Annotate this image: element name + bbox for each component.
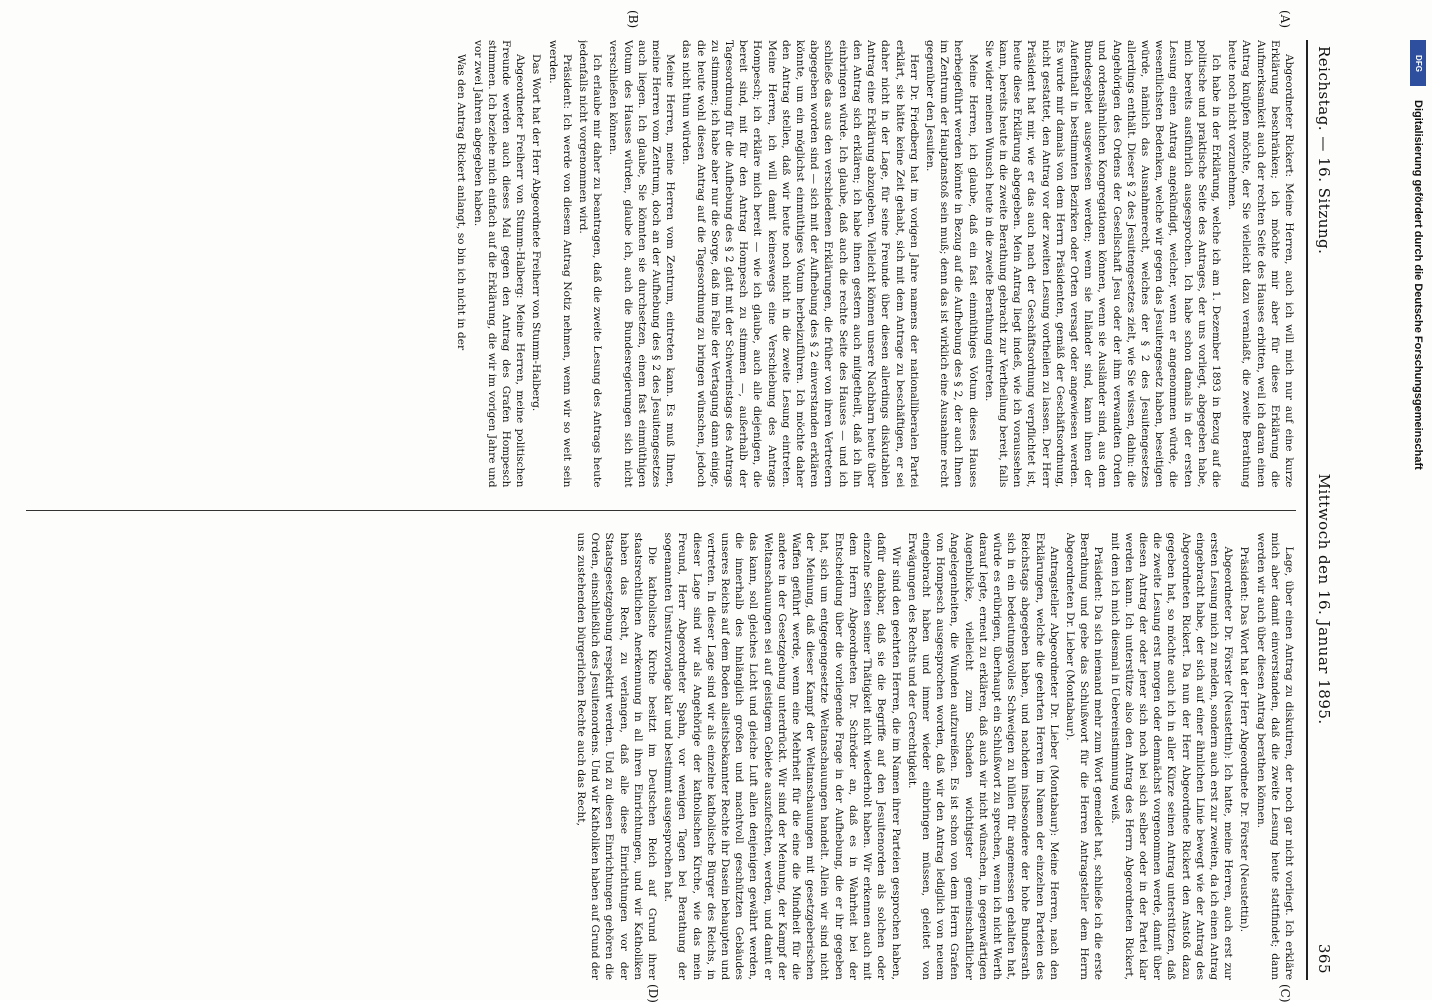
margin-marker-b: (B): [626, 10, 640, 29]
paragraph: Meine Herren, meine Herren vom Zentrum, eintreten kann. Es muß Ihnen, meine Herren vom Zentrum, doch an der Aufhebung des § 2 des Jesuitengesetzes auch liegen. Ich glaube, Sie könnten sie durchsetzen, einem fast einmüthigen Votum des Hauses würden, glaube ich, auch die Bundesregierungen sich nicht verschließen können.: [607, 40, 677, 488]
paragraph: Die katholische Kirche besitzt im Deutschen Reich auf Grund ihrer staatsrechtlichen Anerkennung in all ihren Einrichtungen, und wir Katholiken haben das Recht, zu verlangen, daß alle diese Einrichtungen vor der Staatsgesetzgebung respektirt werden. Und zu diesen Einrichtungen gehören die Orden, einschließlich des Jesuitenordens. Und wir Katholiken haben auf Grund der uns zustehenden bürgerlichen Rechte auch das Recht,: [575, 532, 659, 980]
dfg-logo: DFG: [1410, 40, 1426, 86]
margin-marker-a: (A): [1278, 10, 1292, 29]
right-column: [26, 533, 1296, 981]
paragraph: Abgeordneter Dr. Förster (Neustettin): Ich hatte, meine Herren, auch erst zur ersten Lesung mich zu melden, sondern auch erst zur zweiten, da ich einen Antrag eingebracht habe, der sich auf einer ähnlichen Linie bewegt wie der Antrag des Abgeordneten Rickert. Da nun der Herr Abgeordnete Rickert den Anstoß dazu gegeben hat, so möchte auch ich in aller Kürze seinen Antrag unterstützen, daß die zweite Lesung erst morgen oder demnächst vorgenommen werde, damit über diesen Antrag der oder jener sich noch bei sich selber oder in der Partei klar werden kann. Ich unterstütze also den Antrag des Herrn Abgeordneten Rickert, mit dem ich mich diesmal in Uebereinstimmung weiß.: [1108, 532, 1235, 980]
digitization-sidebar: [1406, 40, 1426, 960]
page-header: [1306, 40, 1340, 980]
paragraph: Was den Antrag Rickert anlangt, so bin ich nicht in der: [455, 54, 468, 351]
paragraph: Präsident: Das Wort hat der Herr Abgeordnete Dr. Förster (Neustettin).: [1238, 546, 1251, 933]
column-divider: [26, 510, 1296, 511]
paragraph: Ich erlaube mir daher zu beantragen, daß die zweite Lesung des Antrags heute jedenfalls nicht vorgenommen wird.: [577, 40, 604, 488]
paragraph: Antragsteller Abgeordneter Dr. Lieber (Montabaur): Meine Herren, nach den Erklärungen, welche die geehrten Herren im Namen der einzelnen Parteien des Reichstags abgegeben haben, und nachdem insbesondere der hohe Bundesrath sich in ein bedeutungsvolles Schweigen zu hüllen für angemessen gehalten hat, würde es erübrigen, überhaupt ein Schlußwort zu sprechen, wenn ich nicht Werth darauf legte, erneut zu erklären, daß auch wir nicht wünschen, in gegenwärtigen Augenblicke, vielleicht zum Schaden wichtigster gemeinschaftlicher Angelegenheiten, die Wunden aufzureißen. Es ist schon von dem Herrn Grafen von Hompesch ausgesprochen worden, daß wir den Antrag lediglich von neuem eingebracht haben und immer wieder einbringen müssen, geleitet von Erwägungen des Rechts und der Gerechtigkeit.: [905, 532, 1060, 980]
header-left: Reichstag. — 16. Sitzung.: [1315, 46, 1333, 255]
text-columns: [26, 40, 1296, 980]
paragraph: Meine Herren, ich glaube, daß ein fast einmüthiges Votum dieses Hauses herbeigeführt werden könnte in Bezug auf die Aufhebung des § 2, der auch Ihnen im Zentrum der Hauptanstoß sein muß; denn das ist wirklich eine Ausnahme recht gegenüber den Jesuiten.: [923, 40, 979, 488]
margin-marker-c: (C): [1278, 984, 1292, 1003]
paragraph: Herr Dr. Friedberg hat im vorigen Jahre namens der nationalliberalen Partei erklärt, sie hätte keine Zeit gehabt, sich mit dem Antrage zu beschäftigen, er sei daher nicht in der Lage, für seine Freunde über diesen allerdings diskutablen Antrag eine Erklärung abzugeben. Vielleicht können unsere Nachbarn heute über den Antrag sich erklären; ich habe ihnen gestern auch mitgetheilt, daß ich ihn einbringen würde. Ich glaube, daß auch die rechte Seite des Hauses — und ich schließe das aus den verschiedenen Erklärungen, die früher von ihren Vertretern abgegeben worden sind — sich mit der Aufhebung des § 2 einverstanden erklären könnte, um ein möglichst einmüthiges Votum herbeizuführen. Ich möchte daher den Antrag stellen, daß wir heute noch nicht in die zweite Lesung eintreten. Meine Herren, ich will damit keineswegs eine Verschiebung des Antrags Hompesch; ich erkläre mich bereit — wie ich glaube, auch alle diejenigen, die bereit sind, mit für den Antrag Hompesch zu stimmen —, außerhalb der Tagesordnung für die Aufhebung des § 2 glatt mit der Schwerinstags des Antrags zu stimmen; ich habe aber nur die Sorge, daß im Falle der Vertagung dann einige, die heute wohl diesen Antrag auf die Tagesordnung zu bringen wünschen, jedoch das nicht thun würden.: [680, 40, 920, 488]
digitization-credit: Digitalisierung gefördert durch die Deutsche Forschungsgemeinschaft: [1412, 100, 1424, 470]
paragraph: Lage, über einen Antrag zu diskutiren, der noch gar nicht vorliegt. Ich erkläre mich aber damit einverstanden, daß die zweite Lesung heute stattfindet; dann werden wir auch über diesen Antrag berathen können.: [1254, 532, 1295, 980]
paragraph: Wir sind den geehrten Herren, die im Namen ihrer Parteien gesprochen haben, dafür dankbar, daß sie die Begriffe auf den Jesuitenorden als solchen oder einzelne Seiten seiner Thätigkeit nicht wiederholt haben. Wir erkennen auch mit dem Herrn Abgeordneten Dr. Schröder an, daß es in Wahrheit bei der Entscheidung über die vorliegende Frage in der Aufhebung, die er ihr gegeben hat, sich um entgegengesetzte Weltanschauungen handelt. Allein wir sind nicht der Meinung, daß dieser Kampf der Weltanschauungen mit gesetzgeberischen Waffen geführt werde, wenn eine Mehrheit für die eine die Mindheit für die andere in der Gesetzgebung unterdrückt. Wir sind der Meinung, der Kampf der Weltanschauungen sei auf geistigem Gebiete auszufechten, werden, und damit er das kann, soll gleiches Licht und gleiche Luft allen denjenigen gewährt werden, die innerhalb des hinlänglich großen und machtvoll geschützten Gebäudes unseres Reichs auf dem Boden allseitsbekannter Rechte ihr Dasein behaupten und vertreten. In dieser Lage sind wir als einzelne katholische Bürger des Reichs, in dieser Lage sind wir als Angehörige der katholischen Kirche, wie das mein Freund, Herr Abgeordneter Spahn, vor wenigen Tagen bei Berathung der sogenannten Umsturzvorlage klar und bestimmt ausgesprochen hat.: [662, 532, 902, 980]
paragraph: Ich habe in der Erklärung, welche ich am 1. Dezember 1893 in Bezug auf die politische und praktische Seite des Antrages, der uns vorliegt, abgegeben habe, mich bereits ausführlich ausgesprochen. Ich habe schon damals in der ersten Lesung einen Antrag angekündigt, welcher, wenn er angenommen würde, die wesentlichsten Bedenken, welche wir gegen das Jesuitengesetz haben, beseitigen würde, nämlich das Ausnahmerecht, welches der § 2 des Jesuitengesetzes allerdings enthält. Dieser § 2 des Jesuitengesetzes zielt, wie Sie wissen, dahin: die Angehörigen des Ordens der Gesellschaft Jesu oder der ihm verwandten Orden und ordensähnlichen Kongregationen können, wenn sie Ausländer sind, aus dem Bundesgebiet ausgewiesen werden; wenn sie Inländer sind, kann ihnen der Aufenthalt in bestimmten Bezirken oder Orten versagt oder angewiesen werden. Es wurde mir damals von dem Herrn Präsidenten, gemäß der Geschäftsordnung, nicht gestattet, den Antrag vor der zweiten Lesung vortheilen zu lassen. Der Herr Präsident hat mir, wie er das auch nach der Geschäftsordnung verpflichtet ist, heute diese Erklärung abgegeben. Mein Antrag liegt indeß, wie ich voraussehen kann, bereits heute in die zweite Berathung gebracht zur Vertheilung bereit, falls Sie wider meinen Wunsch heute in die zweite Berathung eintreten.: [982, 40, 1222, 488]
paragraph: Abgeordneter Freiherr von Stumm-Halberg: Meine Herren, meine politischen Freunde werden auch dieses Mal gegen den Antrag des Grafen Hompesch stimmen. Ich beziehe mich einfach auf die Erklärung, die wir im vorigen Jahre und vor zwei Jahren abgegeben haben.: [471, 40, 527, 488]
paragraph: Präsident: Ich werde von diesem Antrag Notiz nehmen, wenn wir so weit sein werden.: [546, 40, 573, 488]
margin-marker-d: (D): [646, 984, 660, 1003]
rotated-page-content: [10, 10, 1340, 1003]
page-number: 365: [1315, 943, 1333, 974]
left-column: [26, 40, 1296, 488]
paragraph: Abgeordneter Rickert: Meine Herren, auch ich will mich nur auf eine kurze Erklärung beschränken; ich möchte mir aber für diese Erklärung die Aufmerksamkeit auch der rechten Seite des Hauses erbitten, weil ich daran einen Antrag knüpfen möchte, der Sie vielleicht dazu veranlaßt, die zweite Berathung heute noch nicht vorzunehmen.: [1226, 40, 1295, 488]
header-date: Mittwoch den 16. Januar 1895.: [1315, 473, 1333, 725]
paragraph: Präsident: Da sich niemand mehr zum Wort gemeldet hat, schließe ich die erste Berathung und gebe das Schlußwort für die Herren Antragsteller dem Herrn Abgeordneten Dr. Lieber (Montabaur).: [1063, 532, 1105, 980]
paragraph: Das Wort hat der Herr Abgeordnete Freiherr von Stumm-Halberg.: [530, 54, 543, 412]
